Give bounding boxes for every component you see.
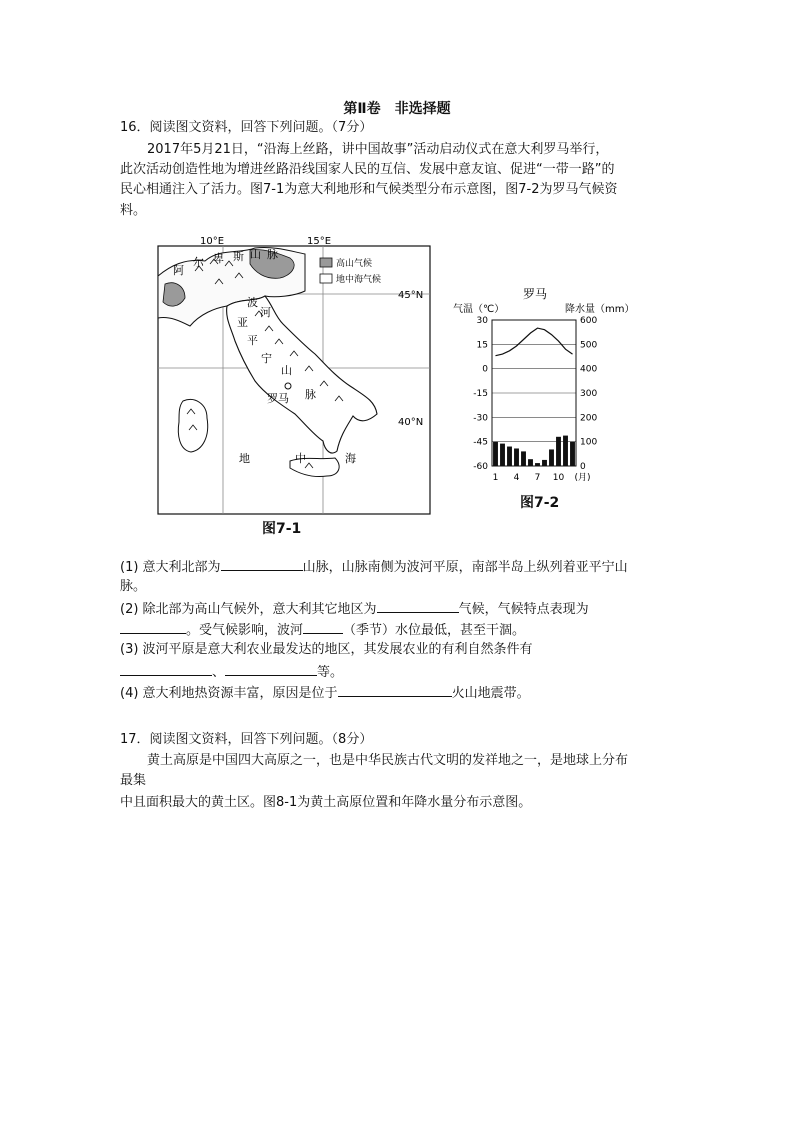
precipitation-bar <box>570 442 575 466</box>
q16-sub2-line-2: 。受气候影响，波河 （季节）水位最低，甚至干涸。 <box>120 619 525 641</box>
left-tick-label: -45 <box>473 437 488 448</box>
lon-label-10e: 10°E <box>200 236 225 247</box>
lon-label-15e: 15°E <box>307 236 332 247</box>
legend-alpine-label: 高山气候 <box>336 259 373 269</box>
precipitation-bar <box>549 449 554 466</box>
q17-intro-line-2: 最集 <box>120 773 147 788</box>
q16-sub3-line-1: (3) 波河平原是意大利农业最发达的地区，其发展农业的有利自然条件有 <box>120 642 533 657</box>
svg-text:地: 地 <box>239 452 250 465</box>
right-tick-label: 100 <box>580 437 598 448</box>
right-tick-label: 200 <box>580 413 598 424</box>
answer-blank-6[interactable] <box>225 661 317 676</box>
precipitation-bar <box>514 448 519 466</box>
svg-text:尔: 尔 <box>193 256 204 269</box>
svg-text:脉: 脉 <box>267 248 278 261</box>
svg-text:河: 河 <box>260 306 271 319</box>
q16-intro-line-1: 2017年5月21日，“沿海上丝路，讲中国故事”活动启动仪式在意大利罗马举行， <box>147 142 609 157</box>
svg-text:中: 中 <box>295 452 306 465</box>
precipitation-bars <box>493 436 575 466</box>
lat-label-40n: 40°N <box>398 417 424 428</box>
svg-text:斯: 斯 <box>233 250 244 263</box>
svg-text:山: 山 <box>250 248 261 261</box>
q17-intro-line-1: 黄土高原是中国四大高原之一，也是中华民族古代文明的发祥地之一，是地球上分布 <box>147 753 629 768</box>
svg-text:海: 海 <box>345 452 356 465</box>
precipitation-bar <box>528 459 533 466</box>
legend-alpine-swatch <box>320 258 332 267</box>
chart-caption: 图7-2 <box>520 495 560 511</box>
x-tick-label: 4 <box>513 473 520 483</box>
left-tick-label: -30 <box>473 413 488 424</box>
q16-sub1-line-1: (1) 意大利北部为 山脉，山脉南侧为波河平原，南部半岛上纵列着亚平宁山 <box>120 556 628 578</box>
left-tick-label: -60 <box>473 462 488 472</box>
italy-map-figure <box>155 236 440 536</box>
chart-right-axis-label: 降水量（mm） <box>565 304 635 315</box>
left-tick-label: -15 <box>473 389 488 399</box>
svg-text:卑: 卑 <box>213 252 224 265</box>
x-tick-label: 7 <box>534 473 541 483</box>
right-tick-label: 500 <box>580 340 598 351</box>
q16-sub1-line-2: 脉。 <box>120 579 147 594</box>
chart-left-axis-label: 气温（℃） <box>453 304 505 315</box>
precipitation-bar <box>556 437 561 466</box>
legend-mediterranean-label: 地中海气候 <box>336 275 382 285</box>
precipitation-bar <box>542 460 547 466</box>
chart-left-ticks <box>473 316 488 472</box>
chart-title: 罗马 <box>522 287 548 301</box>
rome-label: 罗马 <box>267 392 289 405</box>
rome-climate-chart <box>445 280 635 505</box>
precipitation-bar <box>493 442 498 466</box>
rome-marker <box>285 383 291 389</box>
answer-blank-2[interactable] <box>377 598 459 613</box>
q16-intro-line-4: 料。 <box>120 203 147 218</box>
right-tick-label: 0 <box>580 462 586 472</box>
answer-blank-1[interactable] <box>221 556 303 571</box>
svg-text:平: 平 <box>247 334 258 347</box>
precipitation-bar <box>507 447 512 466</box>
map-legend <box>320 257 381 285</box>
lat-label-45n: 45°N <box>398 290 424 301</box>
right-tick-label: 300 <box>580 389 598 399</box>
q16-sub4-line: (4) 意大利地热资源丰富，原因是位于 火山地震带。 <box>120 682 530 704</box>
left-tick-label: 15 <box>476 340 488 351</box>
right-tick-label: 400 <box>580 364 598 375</box>
italy-peninsula <box>227 296 377 453</box>
left-tick-label: 30 <box>476 316 488 326</box>
q16-intro-line-3: 民心相通注入了活力。图7-1为意大利地形和气候类型分布示意图，图7-2为罗马气候资 <box>120 182 618 197</box>
map-caption: 图7-1 <box>262 521 302 537</box>
legend-mediterranean-swatch <box>320 274 332 283</box>
precipitation-bar <box>521 451 526 466</box>
answer-blank-5[interactable] <box>120 661 212 676</box>
right-tick-label: 600 <box>580 316 598 326</box>
q16-intro-line-2: 此次活动创造性地为增进丝路沿线国家人民的互信、发展中意友谊、促进“一带一路”的 <box>120 162 615 177</box>
answer-blank-7[interactable] <box>338 682 452 697</box>
section-title: 第Ⅱ卷 非选择题 <box>343 101 451 117</box>
x-unit-label: (月) <box>574 473 591 483</box>
chart-right-ticks <box>580 316 597 472</box>
svg-text:宁: 宁 <box>261 352 272 365</box>
q16-header: 16．阅读图文资料，回答下列问题。（7分） <box>120 120 373 135</box>
svg-text:波: 波 <box>247 296 258 309</box>
temperature-line <box>496 328 573 356</box>
sardinia-island <box>178 400 207 452</box>
svg-text:脉: 脉 <box>305 388 316 401</box>
answer-blank-3[interactable] <box>120 619 186 634</box>
x-tick-label: 1 <box>492 473 499 483</box>
q17-header: 17．阅读图文资料，回答下列问题。（8分） <box>120 732 373 747</box>
answer-blank-4[interactable] <box>303 619 343 634</box>
x-tick-label: 10 <box>552 473 565 483</box>
svg-text:亚: 亚 <box>237 316 248 329</box>
svg-text:山: 山 <box>281 364 292 377</box>
precipitation-bar <box>563 436 568 466</box>
q16-sub3-line-2: 、 等。 <box>120 661 343 683</box>
precipitation-bar <box>500 444 505 466</box>
svg-text:阿: 阿 <box>173 264 184 277</box>
chart-x-ticks <box>493 472 591 483</box>
left-tick-label: 0 <box>482 364 488 375</box>
q16-sub2-line-1: (2) 除北部为高山气候外，意大利其它地区为 气候，气候特点表现为 <box>120 598 589 620</box>
q17-intro-line-3: 中且面积最大的黄土区。图8-1为黄土高原位置和年降水量分布示意图。 <box>120 795 532 810</box>
